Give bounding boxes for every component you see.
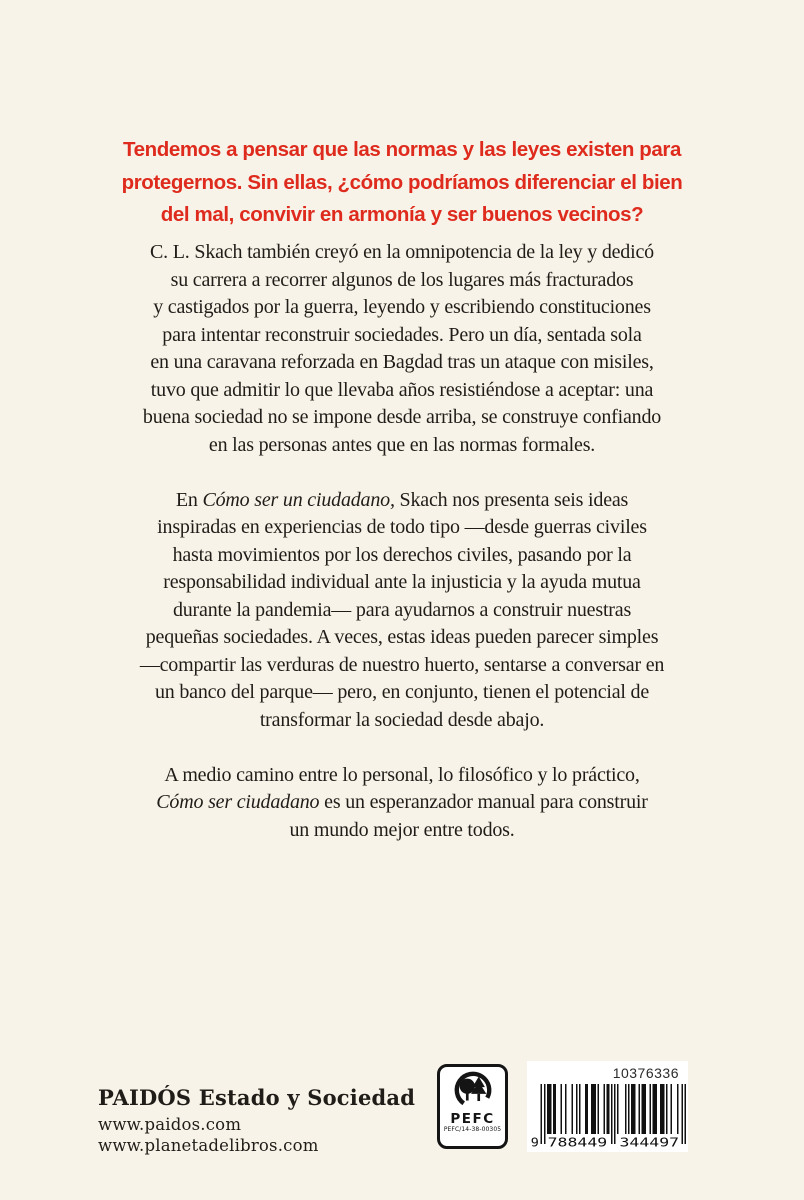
text-line: C. L. Skach también creyó en la omnipotencia de la ley y dedicó bbox=[150, 241, 654, 263]
pefc-trees-icon bbox=[452, 1070, 494, 1112]
tagline-line: protegernos. Sin ellas, ¿cómo podríamos diferenciar el bien bbox=[121, 170, 683, 194]
pefc-certification-label bbox=[437, 1064, 508, 1149]
text-line: un banco del parque— pero, en conjunto, tienen el potencial de bbox=[154, 681, 650, 703]
text-line: A medio camino entre lo personal, lo filosófico y lo práctico, bbox=[164, 763, 640, 786]
tagline-line: Tendemos a pensar que las normas y las leyes existen para bbox=[123, 138, 681, 161]
text-line: y castigados por la guerra, leyendo y escribiendo constituciones bbox=[153, 296, 651, 318]
text-line: transformar la sociedad desde abajo. bbox=[259, 708, 545, 731]
ean-left-digits: 788449 bbox=[547, 1136, 608, 1148]
tagline-line: del mal, convivir en armonía y ser buenos vecinos? bbox=[160, 203, 644, 226]
ean-barcode bbox=[530, 1084, 686, 1148]
text-line: en las personas antes que en las normas formales. bbox=[208, 433, 596, 456]
text-line: en una caravana reforzada en Bagdad tras un ataque con misiles, bbox=[150, 351, 654, 373]
text-line: —compartir las verduras de nuestro huerto, sentarse a conversar en bbox=[139, 653, 665, 676]
synopsis-paragraph-3 bbox=[52, 762, 752, 845]
book-title-italic: Cómo ser un ciudadano, bbox=[202, 488, 395, 511]
publisher-url-paidos: www.paidos.com bbox=[98, 1115, 242, 1134]
synopsis-paragraph-2 bbox=[52, 487, 752, 735]
text-line: hasta movimientos por los derechos civiles, pasando por la bbox=[172, 543, 632, 566]
publisher-series-name: PAIDÓS Estado y Sociedad bbox=[98, 1085, 416, 1110]
text-line: responsabilidad individual ante la injusticia y la ayuda mutua bbox=[163, 571, 641, 593]
text-line: durante la pandemia— para ayudarnos a construir nuestras bbox=[172, 598, 632, 621]
tagline bbox=[0, 134, 804, 232]
book-title-italic: Cómo ser ciudadano bbox=[156, 791, 320, 813]
ean-prefix-digit: 9 bbox=[530, 1136, 539, 1148]
text-line: su carrera a recorrer algunos de los lugares más fracturados bbox=[170, 268, 634, 291]
text-line bbox=[52, 487, 752, 515]
text-line: tuvo que admitir lo que llevaba años resistiéndose a aceptar: una bbox=[150, 378, 654, 401]
publisher-url-planetadelibros: www.planetadelibros.com bbox=[98, 1136, 319, 1155]
text-segment: En bbox=[175, 488, 203, 511]
text-line: pequeñas sociedades. A veces, estas ideas pueden parecer simples bbox=[145, 626, 659, 648]
text-segment: Skach nos presenta seis ideas bbox=[394, 488, 629, 511]
barcode-panel bbox=[527, 1061, 688, 1152]
publisher-imprint bbox=[98, 1085, 415, 1156]
sku-number: 10376336 bbox=[612, 1065, 679, 1081]
text-line: inspiradas en experiencias de todo tipo —desde guerras civiles bbox=[157, 516, 647, 538]
text-segment: es un esperanzador manual para construir bbox=[319, 791, 648, 813]
text-line bbox=[52, 789, 752, 817]
pefc-cert-number: PEFC/14-38-00305 bbox=[443, 1126, 502, 1133]
synopsis-paragraph-1 bbox=[52, 239, 752, 459]
pefc-wordmark: PEFC bbox=[450, 1111, 495, 1127]
ean-right-digits: 344497 bbox=[619, 1136, 680, 1148]
text-line: para intentar reconstruir sociedades. Pero un día, sentada sola bbox=[162, 323, 642, 346]
text-line: un mundo mejor entre todos. bbox=[289, 818, 515, 841]
text-line: buena sociedad no se impone desde arriba, se construye confiando bbox=[142, 406, 662, 428]
synopsis bbox=[52, 239, 752, 844]
